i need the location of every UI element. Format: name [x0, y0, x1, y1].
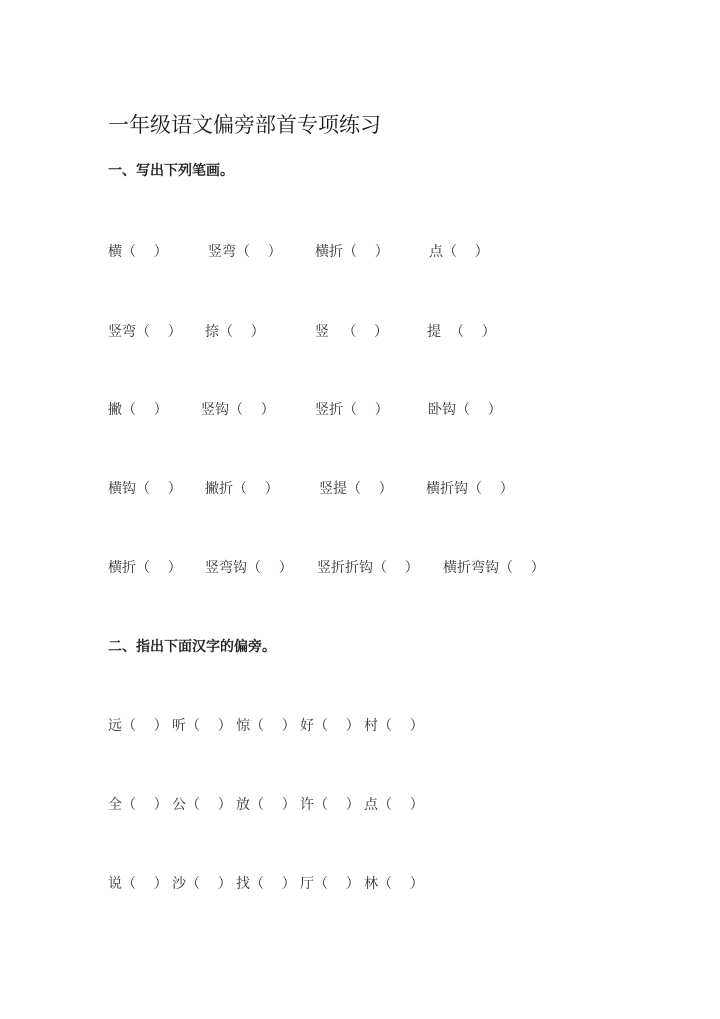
stroke-item: 竖折折钩（ ） [317, 560, 419, 576]
radical-row [0, 873, 720, 895]
stroke-item: 竖弯钩（ ） [205, 560, 293, 576]
radical-row [0, 715, 720, 737]
stroke-item: 竖提（ ） [319, 481, 393, 497]
stroke-item: 捺（ ） [205, 324, 265, 340]
stroke-item: 竖折（ ） [315, 402, 389, 418]
stroke-item: 竖弯（ ） [108, 324, 182, 340]
stroke-row [0, 557, 720, 579]
stroke-item: 撇（ ） [108, 402, 168, 418]
stroke-item: 横折钩（ ） [426, 481, 514, 497]
radical-item: 沙（ ） [172, 876, 232, 892]
page-title: 一年级语文偏旁部首专项练习 [108, 113, 381, 137]
stroke-item: 横折（ ） [108, 560, 182, 576]
stroke-row [0, 399, 720, 421]
stroke-item: 横折（ ） [315, 244, 389, 260]
radical-item: 好（ ） [300, 718, 360, 734]
radical-item: 放（ ） [236, 797, 296, 813]
stroke-item: 竖钩（ ） [201, 402, 275, 418]
radical-item: 公（ ） [172, 797, 232, 813]
stroke-item: 横（ ） [108, 244, 168, 260]
radical-item: 全（ ） [108, 797, 168, 813]
stroke-item: 横折弯钩（ ） [443, 560, 545, 576]
stroke-item: 横钩（ ） [108, 481, 182, 497]
stroke-row [0, 241, 720, 263]
stroke-item: 点（ ） [429, 244, 489, 260]
section-heading-radicals: 二、指出下面汉字的偏旁。 [108, 639, 276, 655]
radical-row [0, 794, 720, 816]
stroke-row [0, 321, 720, 343]
stroke-item: 竖弯（ ） [208, 244, 282, 260]
radical-item: 点（ ） [364, 797, 424, 813]
section-heading-strokes: 一、写出下列笔画。 [108, 163, 234, 179]
radical-item: 厅（ ） [300, 876, 360, 892]
radical-item: 找（ ） [236, 876, 296, 892]
stroke-item: 竖 （ ） [315, 324, 389, 340]
radical-item: 村（ ） [364, 718, 424, 734]
radical-item: 林（ ） [364, 876, 424, 892]
stroke-item: 卧钩（ ） [428, 402, 502, 418]
radical-item: 许（ ） [300, 797, 360, 813]
stroke-item: 撇折（ ） [205, 481, 279, 497]
radical-item: 远（ ） [108, 718, 168, 734]
radical-item: 惊（ ） [236, 718, 296, 734]
stroke-item: 提 （ ） [427, 324, 496, 340]
stroke-row [0, 478, 720, 500]
radical-item: 听（ ） [172, 718, 232, 734]
radical-item: 说（ ） [108, 876, 168, 892]
